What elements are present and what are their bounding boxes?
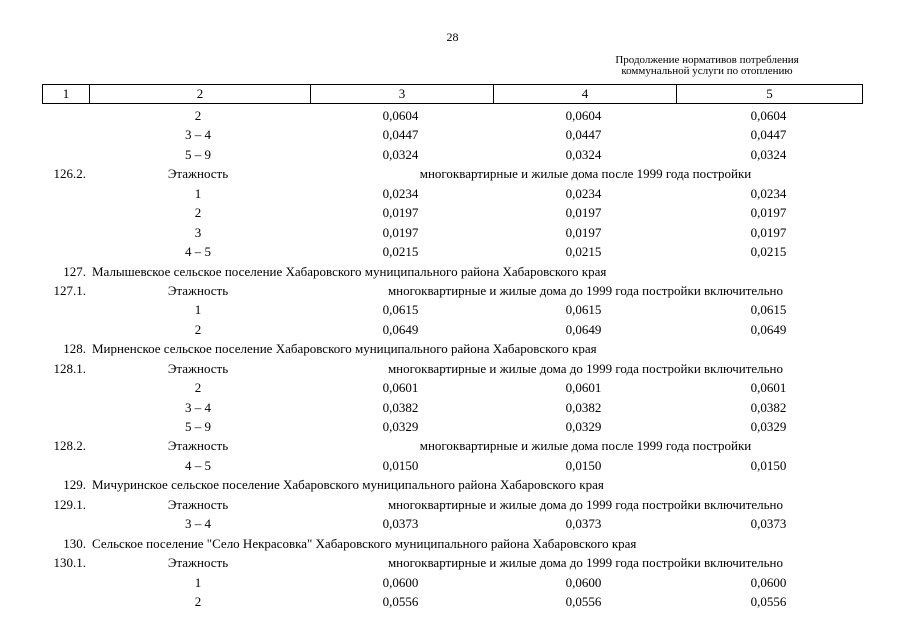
value-cell-col5: 0,0649 xyxy=(750,321,787,337)
value-cell-col3: 0,0234 xyxy=(382,185,419,201)
value-cell-col3: 0,0373 xyxy=(382,516,419,532)
value-cell-col5: 0,0324 xyxy=(750,146,787,162)
floors-cell: 3 xyxy=(194,224,202,240)
value-cell-col3: 0,0197 xyxy=(382,224,419,240)
value-cell-col3: 0,0649 xyxy=(382,321,419,337)
floors-cell: 3 – 4 xyxy=(185,399,211,415)
settlement-name: Мирненское сельское поселение Хабаровского муниципального района Хабаровского края xyxy=(92,341,597,357)
value-cell-col3: 0,0382 xyxy=(382,399,419,415)
subsection-row xyxy=(0,553,905,572)
table-row xyxy=(0,398,905,417)
section-number: 129. xyxy=(63,477,86,493)
floors-cell: 2 xyxy=(194,205,202,221)
section-number: 130. xyxy=(63,535,86,551)
floors-cell: 5 – 9 xyxy=(185,419,211,434)
value-cell-col3: 0,0324 xyxy=(382,146,419,162)
floors-cell: 1 xyxy=(194,185,202,201)
value-cell-col4: 0,0329 xyxy=(565,419,602,434)
table-row xyxy=(0,573,905,592)
floors-cell: 4 – 5 xyxy=(185,244,211,260)
section-number: 128. xyxy=(63,341,86,357)
table-body xyxy=(0,106,905,611)
subsection-number: 129.1. xyxy=(53,496,86,512)
value-cell-col5: 0,0447 xyxy=(750,127,787,143)
value-cell-col3: 0,0604 xyxy=(382,108,419,123)
table-row xyxy=(0,592,905,611)
floors-cell: 2 xyxy=(194,321,202,337)
value-cell-col4: 0,0373 xyxy=(565,516,602,532)
floors-label: Этажность xyxy=(167,555,229,571)
value-cell-col5: 0,0604 xyxy=(750,108,787,123)
floors-cell: 1 xyxy=(194,574,202,590)
value-cell-col3: 0,0600 xyxy=(382,574,419,590)
value-cell-col4: 0,0324 xyxy=(565,146,602,162)
value-cell-col5: 0,0615 xyxy=(750,302,787,318)
table-row xyxy=(0,320,905,339)
subsection-row xyxy=(0,281,905,300)
subsection-number: 128.2. xyxy=(53,438,86,454)
floors-cell: 5 – 9 xyxy=(185,146,211,162)
building-category: многоквартирные и жилые дома до 1999 года постройки включительно xyxy=(387,282,784,298)
value-cell-col5: 0,0197 xyxy=(750,205,787,221)
table-row xyxy=(0,456,905,475)
value-cell-col4: 0,0604 xyxy=(565,108,602,123)
column-header-3: 3 xyxy=(311,85,494,104)
page-number: 28 xyxy=(446,30,459,44)
value-cell-col5: 0,0197 xyxy=(750,224,787,240)
value-cell-col4: 0,0556 xyxy=(565,593,602,609)
value-cell-col4: 0,0150 xyxy=(565,457,602,473)
value-cell-col4: 0,0382 xyxy=(565,399,602,415)
value-cell-col5: 0,0601 xyxy=(750,380,787,396)
value-cell-col5: 0,0373 xyxy=(750,516,787,532)
table-row xyxy=(0,514,905,533)
table-row xyxy=(0,242,905,261)
section-row xyxy=(0,475,905,494)
value-cell-col3: 0,0447 xyxy=(382,127,419,143)
value-cell-col5: 0,0556 xyxy=(750,593,787,609)
value-cell-col5: 0,0234 xyxy=(750,185,787,201)
column-header-table xyxy=(42,84,863,104)
floors-label: Этажность xyxy=(167,496,229,512)
table-row xyxy=(0,125,905,144)
floors-label: Этажность xyxy=(167,166,229,182)
value-cell-col3: 0,0197 xyxy=(382,205,419,221)
subsection-row xyxy=(0,436,905,455)
section-row xyxy=(0,339,905,358)
table-row xyxy=(0,145,905,164)
section-row xyxy=(0,534,905,553)
floors-cell: 3 – 4 xyxy=(185,516,211,532)
floors-cell: 4 – 5 xyxy=(185,457,211,473)
continuation-note xyxy=(557,55,857,77)
subsection-number: 128.1. xyxy=(53,360,86,376)
column-header-1: 1 xyxy=(43,85,90,104)
column-header-5: 5 xyxy=(677,85,863,104)
table-row xyxy=(0,417,905,436)
subsection-number: 126.2. xyxy=(53,166,86,182)
floors-label: Этажность xyxy=(167,360,229,376)
continuation-line-2: коммунальной услуги по отоплению xyxy=(621,65,793,77)
value-cell-col5: 0,0150 xyxy=(750,457,787,473)
building-category: многоквартирные и жилые дома до 1999 года постройки включительно xyxy=(387,555,784,571)
value-cell-col5: 0,0382 xyxy=(750,399,787,415)
floors-cell: 3 – 4 xyxy=(185,127,211,143)
value-cell-col5: 0,0329 xyxy=(750,419,787,434)
table-row xyxy=(0,378,905,397)
floors-cell: 2 xyxy=(194,380,202,396)
value-cell-col4: 0,0649 xyxy=(565,321,602,337)
floors-label: Этажность xyxy=(167,438,229,454)
building-category: многоквартирные и жилые дома до 1999 года постройки включительно xyxy=(387,360,784,376)
value-cell-col3: 0,0615 xyxy=(382,302,419,318)
value-cell-col4: 0,0615 xyxy=(565,302,602,318)
building-category: многоквартирные и жилые дома после 1999 года постройки xyxy=(419,438,752,454)
value-cell-col4: 0,0197 xyxy=(565,224,602,240)
subsection-number: 127.1. xyxy=(53,282,86,298)
table-row xyxy=(0,300,905,319)
table-row xyxy=(0,184,905,203)
value-cell-col5: 0,0215 xyxy=(750,244,787,260)
value-cell-col4: 0,0234 xyxy=(565,185,602,201)
continuation-line-1: Продолжение нормативов потребления xyxy=(615,54,799,66)
value-cell-col4: 0,0447 xyxy=(565,127,602,143)
value-cell-col3: 0,0150 xyxy=(382,457,419,473)
settlement-name: Мичуринское сельское поселение Хабаровского муниципального района Хабаровского края xyxy=(92,477,604,493)
floors-cell: 2 xyxy=(194,108,202,123)
column-header-2: 2 xyxy=(90,85,311,104)
floors-label: Этажность xyxy=(167,282,229,298)
section-number: 127. xyxy=(63,263,86,279)
value-cell-col3: 0,0215 xyxy=(382,244,419,260)
subsection-row xyxy=(0,359,905,378)
value-cell-col3: 0,0556 xyxy=(382,593,419,609)
column-header-row xyxy=(43,85,863,104)
value-cell-col3: 0,0601 xyxy=(382,380,419,396)
settlement-name: Малышевское сельское поселение Хабаровского муниципального района Хабаровского края xyxy=(92,263,607,279)
building-category: многоквартирные и жилые дома после 1999 года постройки xyxy=(419,166,752,182)
building-category: многоквартирные и жилые дома до 1999 года постройки включительно xyxy=(387,496,784,512)
subsection-number: 130.1. xyxy=(53,555,86,571)
value-cell-col4: 0,0600 xyxy=(565,574,602,590)
table-row xyxy=(0,223,905,242)
section-row xyxy=(0,262,905,281)
value-cell-col4: 0,0197 xyxy=(565,205,602,221)
floors-cell: 2 xyxy=(194,593,202,609)
value-cell-col5: 0,0600 xyxy=(750,574,787,590)
column-header-4: 4 xyxy=(494,85,677,104)
settlement-name: Сельское поселение "Село Некрасовка" Хабаровского муниципального района Хабаровского края xyxy=(92,535,637,551)
value-cell-col4: 0,0601 xyxy=(565,380,602,396)
subsection-row xyxy=(0,164,905,183)
table-row xyxy=(0,203,905,222)
value-cell-col4: 0,0215 xyxy=(565,244,602,260)
subsection-row xyxy=(0,495,905,514)
table-row xyxy=(0,106,905,125)
floors-cell: 1 xyxy=(194,302,202,318)
value-cell-col3: 0,0329 xyxy=(382,419,419,434)
